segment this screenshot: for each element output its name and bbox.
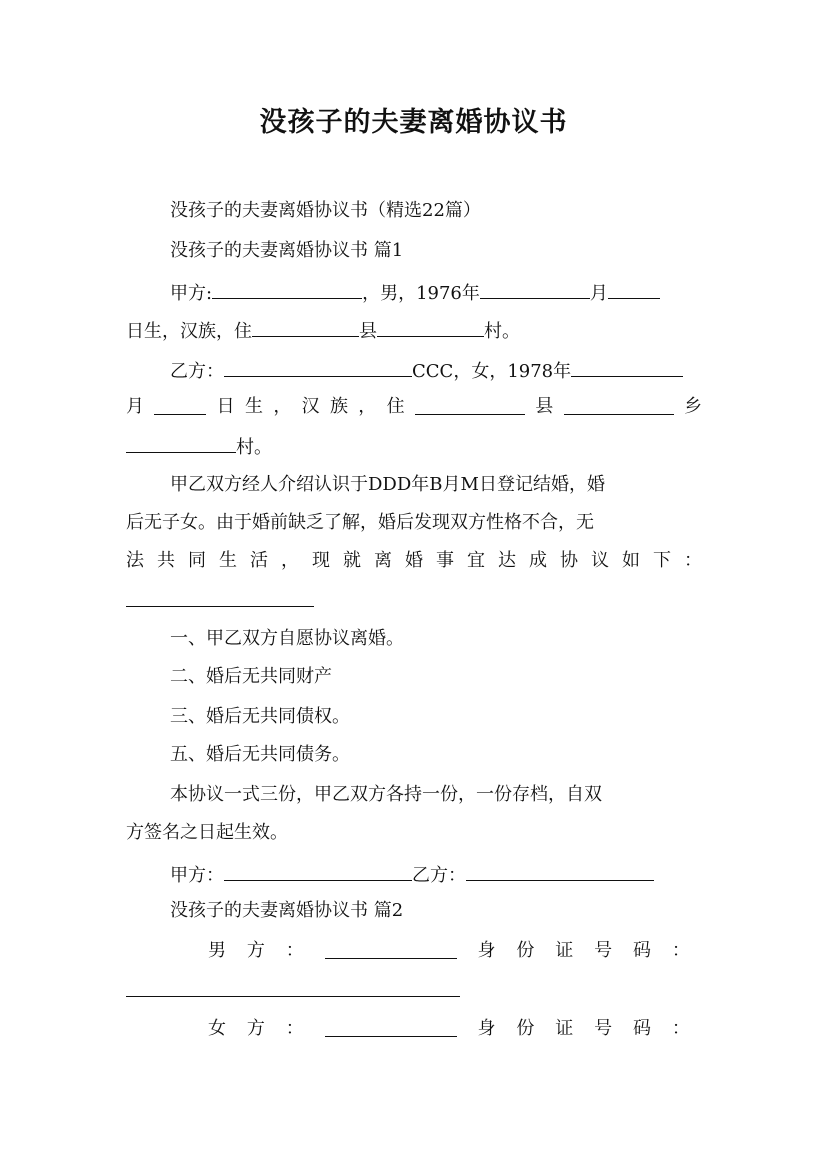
intro-char: 事 <box>436 550 454 571</box>
party-a-county-blank <box>252 316 359 337</box>
party-b-char: 住 <box>386 396 405 417</box>
male-label-char: 男 <box>208 940 226 961</box>
party-b-char: 生 <box>244 396 263 417</box>
male-id-blank <box>126 976 460 997</box>
intro-line3 <box>126 548 702 574</box>
intro-char: ， <box>281 550 299 571</box>
intro-char: 法 <box>126 550 144 571</box>
female-label-char: 女 <box>208 1018 226 1039</box>
intro-char: 议 <box>591 550 609 571</box>
female-id-char: 号 <box>594 1018 613 1039</box>
female-label-char: ： <box>285 1018 304 1039</box>
intro-char: 离 <box>374 550 392 571</box>
signature-line <box>170 860 702 886</box>
female-id-char: 身 <box>477 1018 496 1039</box>
intro-char: 宜 <box>467 550 485 571</box>
male-label-char: 方 <box>246 940 265 961</box>
party-a-line2 <box>126 316 702 342</box>
party-b-line1 <box>170 356 702 382</box>
intro-char: 共 <box>157 550 175 571</box>
party-a-text4: 县 <box>359 321 377 342</box>
party-b-line2 <box>126 394 702 420</box>
intro-char: 达 <box>498 550 516 571</box>
party-b-birth-blank <box>571 356 683 377</box>
party-b-line3 <box>126 432 702 458</box>
closing-line1: 本协议一式三份，甲乙双方各持一份，一份存档，自双 <box>170 784 602 805</box>
party-b-village-blank <box>126 432 236 453</box>
party-a-text1: ，男，1976年 <box>362 283 480 304</box>
party-a-text3: 日生，汉族，住 <box>126 321 252 342</box>
intro-char: 如 <box>622 550 640 571</box>
agreement-item: 二、婚后无共同财产 <box>170 666 332 687</box>
intro-trailing-blank-line <box>126 586 702 612</box>
document-subtitle: 没孩子的夫妻离婚协议书（精选22篇） <box>170 200 481 221</box>
female-id-char: 份 <box>516 1018 535 1039</box>
party-b-label: 乙方： <box>170 361 224 382</box>
party-b-county-blank <box>415 394 525 415</box>
male-id-line <box>208 938 690 964</box>
party-b-char: 乡 <box>683 396 702 417</box>
party-a-village-blank <box>377 316 484 337</box>
male-id-blank-line <box>126 976 702 1002</box>
party-b-day-blank <box>154 394 206 415</box>
intro-char: 协 <box>560 550 578 571</box>
female-id-line <box>208 1016 690 1042</box>
party-a-text2: 月 <box>589 283 608 304</box>
party-a-line1 <box>170 278 702 304</box>
male-label-char: ： <box>285 940 304 961</box>
party-b-name-blank <box>224 356 412 377</box>
intro-char: 生 <box>219 550 237 571</box>
party-a-text5: 村。 <box>484 321 520 342</box>
male-id-char: 号 <box>594 940 613 961</box>
female-id-char: 码 <box>633 1018 651 1039</box>
party-b-char: ， <box>273 396 292 417</box>
male-id-char: 份 <box>516 940 535 961</box>
male-id-char: 码 <box>633 940 651 961</box>
intro-char: 婚 <box>405 550 423 571</box>
party-b-char: ， <box>358 396 377 417</box>
female-id-char: 证 <box>555 1018 574 1039</box>
signature-party-b-label: 乙方： <box>412 865 466 886</box>
party-a-birth-blank <box>480 278 590 299</box>
male-name-blank <box>325 938 457 959</box>
intro-trailing-blank <box>126 586 314 607</box>
agreement-item: 三、婚后无共同债权。 <box>170 706 350 727</box>
intro-char: 活 <box>250 550 268 571</box>
intro-char: ： <box>684 550 702 571</box>
party-b-char: 族 <box>329 396 348 417</box>
article2-heading: 没孩子的夫妻离婚协议书 篇2 <box>170 900 404 921</box>
party-b-township-blank <box>564 394 674 415</box>
party-a-day-blank <box>608 278 660 299</box>
male-id-char: ： <box>671 940 690 961</box>
party-a-label: 甲方: <box>170 283 213 304</box>
intro-char: 就 <box>343 550 361 571</box>
male-id-char: 证 <box>555 940 574 961</box>
intro-line1: 甲乙双方经人介绍认识于DDD年B月M日登记结婚，婚 <box>170 474 605 495</box>
party-b-char: 县 <box>535 396 554 417</box>
intro-char: 下 <box>653 550 671 571</box>
signature-party-a-blank <box>224 860 412 881</box>
party-b-char: 月 <box>126 396 144 417</box>
female-label-char: 方 <box>246 1018 265 1039</box>
document-title: 没孩子的夫妻离婚协议书 <box>259 107 568 138</box>
female-name-blank <box>325 1016 457 1037</box>
intro-char: 成 <box>529 550 547 571</box>
signature-party-a-label: 甲方： <box>170 865 224 886</box>
intro-char: 现 <box>312 550 330 571</box>
party-b-char: 日 <box>216 396 235 417</box>
closing-line2: 方签名之日起生效。 <box>126 822 288 843</box>
intro-char: 同 <box>188 550 206 571</box>
party-b-text1: CCC，女，1978年 <box>412 361 572 382</box>
article1-heading: 没孩子的夫妻离婚协议书 篇1 <box>170 240 404 261</box>
party-b-text-end: 村。 <box>236 437 272 458</box>
party-a-name-blank <box>212 278 362 299</box>
agreement-item: 一、甲乙双方自愿协议离婚。 <box>170 628 404 649</box>
male-id-char: 身 <box>477 940 496 961</box>
signature-party-b-blank <box>466 860 654 881</box>
agreement-item: 五、婚后无共同债务。 <box>170 744 350 765</box>
party-b-char: 汉 <box>301 396 320 417</box>
female-id-char: ： <box>671 1018 690 1039</box>
intro-line2: 后无子女。由于婚前缺乏了解，婚后发现双方性格不合，无 <box>126 512 594 533</box>
